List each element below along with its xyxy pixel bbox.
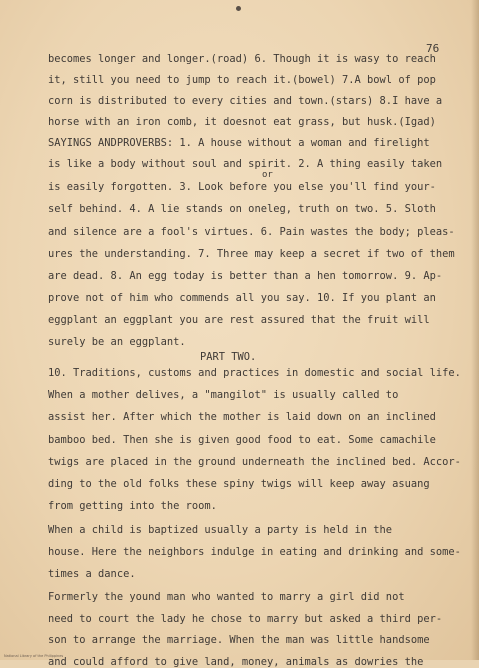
section-line: need to court the lady he chose to marry but asked a third per- bbox=[48, 613, 443, 625]
section-line: and could afford to give land, money, animals as dowries the bbox=[48, 656, 424, 668]
punch-hole bbox=[236, 6, 241, 11]
handwritten-correction: or bbox=[262, 170, 273, 180]
section-line: house. Here the neighbors indulge in eating and drinking and some- bbox=[48, 546, 461, 558]
text-line: becomes longer and longer.(road) 6. Though it is wasy to reach bbox=[48, 53, 436, 65]
text-line: horse with an iron comb, it doesnot eat grass, but husk.(Igad) bbox=[48, 116, 436, 128]
section-line: When a mother delives, a "mangilot" is usually called to bbox=[48, 389, 399, 401]
text-line: are dead. 8. An egg today is better than a hen tomorrow. 9. Ap- bbox=[48, 270, 443, 282]
text-line: surely be an eggplant. bbox=[48, 336, 186, 348]
text-line: ures the understanding. 7. Three may keep a secret if two of them bbox=[48, 248, 455, 260]
section-line: assist her. After which the mother is laid down on an inclined bbox=[48, 411, 436, 423]
text-line: is easily forgotten. 3. Look before you else you'll find your- bbox=[48, 181, 436, 193]
archive-footer: National Library of the Philippines bbox=[4, 654, 64, 658]
section-line: 10. Traditions, customs and practices in domestic and social life. bbox=[48, 367, 461, 379]
page-number: 76 bbox=[426, 42, 440, 55]
section-line: son to arrange the marriage. When the man was little handsome bbox=[48, 634, 430, 646]
section-line: times a dance. bbox=[48, 568, 136, 580]
text-line: prove not of him who commends all you say. 10. If you plant an bbox=[48, 292, 436, 304]
section-line: ding to the old folks these spiny twigs will keep away asuang bbox=[48, 478, 430, 490]
text-line: eggplant an eggplant you are rest assured that the fruit will bbox=[48, 314, 430, 326]
text-line: is like a body without soul and spirit. 2. A thing easily taken bbox=[48, 158, 443, 170]
section-line: Formerly the yound man who wanted to marry a girl did not bbox=[48, 591, 405, 603]
section-line: twigs are placed in the ground underneath the inclined bed. Accor- bbox=[48, 456, 461, 468]
section-line: bamboo bed. Then she is given good food to eat. Some camachile bbox=[48, 434, 436, 446]
text-line: it, still you need to jump to reach it.(bowel) 7.A bowl of pop bbox=[48, 74, 436, 86]
text-line: and silence are a fool's virtues. 6. Pain wastes the body; pleas- bbox=[48, 226, 455, 238]
text-line: self behind. 4. A lie stands on oneleg, truth on two. 5. Sloth bbox=[48, 203, 436, 215]
part-heading: PART TWO. bbox=[200, 351, 257, 363]
page-edge-shadow bbox=[471, 0, 479, 660]
section-line: from getting into the room. bbox=[48, 500, 217, 512]
text-line: SAYINGS ANDPROVERBS: 1. A house without a woman and firelight bbox=[48, 137, 430, 149]
section-line: When a child is baptized usually a party is held in the bbox=[48, 524, 393, 536]
text-line: corn is distributed to every cities and town.(stars) 8.I have a bbox=[48, 95, 443, 107]
